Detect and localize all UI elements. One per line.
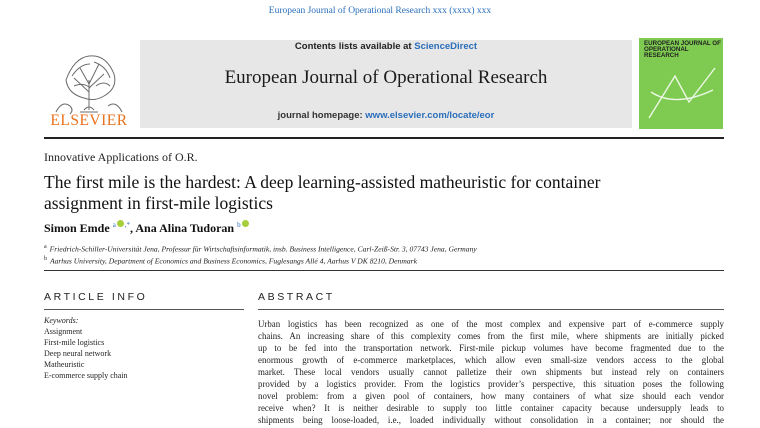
affiliation-text: Friedrich-Schiller-Universität Jena, Professur für Wirtschaftsinformatik, insb. Business Intelligence, Carl-Zeiß-Str. 3, 07743 Jena, Germany [49,244,477,254]
abstract-line: shipments being loose-loaded, i.e., loaded individually without consolidation in a container; nor should the [258,415,724,425]
affiliation [44,256,417,266]
header-rule [44,270,724,271]
abstract-line: Urban logistics has been recognized as one of the most complex and expensive part of e-commerce supply [258,319,724,329]
masthead-rule [44,137,724,139]
abstract-line: provided by a logistics provider. From the logistics provider’s perspective, this situation poses the following [258,379,724,389]
affiliation-marker: b [44,256,47,262]
journal-cover-graphic [645,62,719,124]
abstract-line: up to be fed into the transportation network. First-mile pickup volumes have become fragmented due to the [258,343,724,353]
homepage-prefix: journal homepage: [277,110,366,121]
journal-cover-title: EUROPEAN JOURNAL OF OPERATIONAL RESEARCH [644,40,721,59]
keywords-list [44,326,128,381]
keyword-item: First-mile logistics [44,338,105,347]
keyword-item: Assignment [44,327,83,336]
affiliation-text: Aarhus University, Department of Economics and Business Economics, Fuglesangs Allé 4, Aarhus V DK 8210, Denmark [50,256,417,266]
keywords-label: Keywords: [44,316,79,325]
author-list: Simon Emde $^a$ ,*, Ana Alina Tudoran $^b$ [44,220,250,236]
abstract-line: market. These local vendors usually cannot palletize their own shipments but instead rely on containers [258,367,724,377]
contents-prefix: Contents lists available at [294,41,415,52]
homepage-link[interactable]: www.elsevier.com/locate/eor [365,110,495,121]
abstract-heading: ABSTRACT [258,291,335,303]
journal-title: European Journal of Operational Research [224,67,548,88]
orcid-icon[interactable] [242,220,249,227]
abstract-rule [258,309,724,310]
sciencedirect-link[interactable]: ScienceDirect [414,41,478,52]
contents-line [140,41,632,52]
author-affiliation-marker[interactable]: a [112,221,116,229]
author-affiliation-marker[interactable]: b [237,221,241,229]
abstract-line: chains. An increasing share of this complexity comes from the first mile, where shipments are initially picked [258,331,724,341]
paper-title: The first mile is the hardest: A deep learning-assisted matheuristic for container assignment in first-mile logistics [44,172,601,213]
homepage-line [140,110,632,121]
elsevier-wordmark: ELSEVIER [50,112,128,129]
keyword-item: Matheuristic [44,360,85,369]
running-reference: European Journal of Operational Research xxx (xxxx) xxx [268,6,492,16]
keyword-item: E-commerce supply chain [44,371,128,380]
corresponding-author-marker[interactable]: ,* [124,221,131,229]
orcid-icon[interactable] [117,220,124,227]
article-info-rule [44,309,244,310]
keyword-item: Deep neural network [44,349,112,358]
article-section-type: Innovative Applications of O.R. [44,150,198,164]
author-name[interactable]: Simon Emde [44,221,110,235]
abstract-line: enormous growth of e-commerce marketplaces, which allow even small-size vendors access to the global [258,355,724,365]
abstract-body [258,318,724,426]
author-name[interactable]: Ana Alina Tudoran [135,221,235,235]
article-info-heading: ARTICLE INFO [44,291,148,303]
abstract-line: receive when? It is neither desirable to supply too little container capacity because undersupply leads to [258,403,724,413]
affiliation-marker: a [44,244,47,250]
abstract-line: novel problem: from a given pool of containers, how many containers of what size should each vendor [258,391,724,401]
affiliation [44,244,477,254]
